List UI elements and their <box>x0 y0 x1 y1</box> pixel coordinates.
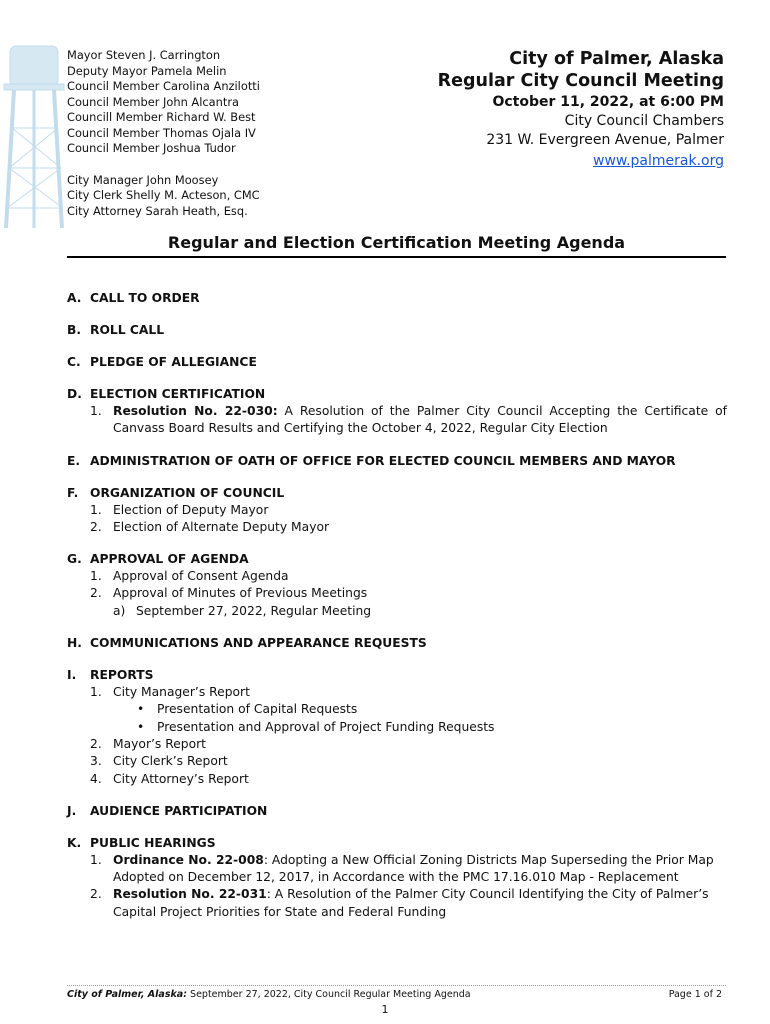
section-letter: B. <box>67 323 82 337</box>
water-tower-watermark <box>0 38 70 238</box>
section-title: CALL TO ORDER <box>90 291 200 305</box>
agenda-item <box>67 519 727 536</box>
meeting-date: October 11, 2022, at 6:00 PM <box>492 94 724 110</box>
section-letter: G. <box>67 552 82 567</box>
official-name: Council Member Joshua Tudor <box>67 141 236 155</box>
section-title: ADMINISTRATION OF OATH OF OFFICE FOR ELECTED COUNCIL MEMBERS AND MAYOR <box>90 453 676 468</box>
section-letter: C. <box>67 355 81 369</box>
item-text: City Attorney’s Report <box>113 771 249 786</box>
item-text: Election of Deputy Mayor <box>113 502 269 517</box>
meeting-address: 231 W. Evergreen Avenue, Palmer <box>486 132 724 148</box>
section-election-certification <box>67 386 727 438</box>
agenda-item <box>67 684 727 701</box>
staff-name: City Clerk Shelly M. Acteson, CMC <box>67 188 260 202</box>
item-number: 2. <box>90 736 102 751</box>
section-call-to-order <box>67 290 727 307</box>
section-title: AUDIENCE PARTICIPATION <box>90 803 268 818</box>
subitem-letter: a) <box>113 603 126 618</box>
item-number: 1. <box>90 852 102 867</box>
page-footer <box>67 989 722 1000</box>
bullet-item <box>67 719 727 736</box>
bullet-text: Presentation of Capital Requests <box>157 702 358 717</box>
website-link[interactable]: www.palmerak.org <box>593 153 724 169</box>
footer-description: September 27, 2022, City Council Regular Meeting Agenda <box>187 989 471 1000</box>
bullet-text: Presentation and Approval of Project Funding Requests <box>157 719 495 734</box>
city-title: City of Palmer, Alaska <box>509 49 724 69</box>
agenda-item <box>67 886 727 921</box>
item-number: 2. <box>90 887 102 902</box>
bullet-icon: • <box>137 719 145 734</box>
item-number: 1. <box>90 685 102 700</box>
agenda-title: Regular and Election Certification Meeting Agenda <box>67 232 726 258</box>
page-number: 1 <box>381 1003 389 1016</box>
item-text: : A Resolution of the Palmer City Council Identifying the City of Palmer’s Capital Project Priorities for State and Federal Funding <box>113 887 709 919</box>
section-letter: H. <box>67 636 82 651</box>
item-text: Election of Alternate Deputy Mayor <box>113 519 330 534</box>
item-number: 1. <box>90 404 102 418</box>
item-number: 2. <box>90 519 102 534</box>
item-text: City Clerk’s Report <box>113 754 228 769</box>
ordinance-ref: Ordinance No. 22-008 <box>113 852 264 867</box>
section-title: ROLL CALL <box>90 323 165 337</box>
item-number: 1. <box>90 569 102 584</box>
agenda-item <box>67 771 727 788</box>
footer-city: City of Palmer, Alaska: <box>67 989 188 1000</box>
agenda-item <box>67 736 727 753</box>
section-organization-of-council <box>67 485 727 537</box>
item-text: : Adopting a New Official Zoning Districts Map Superseding the Prior Map Adopted on December 12, 2017, in Accordance with the PMC 17.16.010 Map - Replacement <box>113 852 714 885</box>
staff-name: City Manager John Moosey <box>67 172 219 187</box>
section-title: PLEDGE OF ALLEGIANCE <box>90 355 257 369</box>
official-name: Mayor Steven J. Carrington <box>67 48 221 62</box>
subitem-text: September 27, 2022, Regular Meeting <box>136 603 372 618</box>
section-title: REPORTS <box>90 668 154 683</box>
section-letter: J. <box>67 803 77 818</box>
item-text: Approval of Consent Agenda <box>113 569 289 584</box>
footer-page-of: Page 1 of 2 <box>668 989 722 1000</box>
section-roll-call <box>67 322 727 339</box>
agenda-items <box>67 290 727 936</box>
footer-divider <box>67 985 726 986</box>
meeting-type: Regular City Council Meeting <box>437 71 724 91</box>
resolution-ref: Resolution No. 22-030: <box>113 404 278 418</box>
official-name: Councill Member Richard W. Best <box>67 110 256 124</box>
official-name: Council Member Carolina Anzilotti <box>67 79 260 93</box>
agenda-item <box>67 753 727 770</box>
section-oath-of-office <box>67 453 727 470</box>
official-name: Council Member Thomas Ojala IV <box>67 125 256 140</box>
section-letter: A. <box>67 291 82 305</box>
section-reports <box>67 667 727 788</box>
official-name: Deputy Mayor Pamela Melin <box>67 63 227 78</box>
official-name: Council Member John Alcantra <box>67 94 239 109</box>
resolution-ref: Resolution No. 22-031 <box>113 887 267 902</box>
item-text: Approval of Minutes of Previous Meetings <box>113 586 368 601</box>
section-title: ELECTION CERTIFICATION <box>90 387 266 401</box>
item-number: 1. <box>90 502 102 517</box>
bullet-icon: • <box>137 702 145 717</box>
section-title: ORGANIZATION OF COUNCIL <box>90 485 285 500</box>
section-title: COMMUNICATIONS AND APPEARANCE REQUESTS <box>90 636 427 651</box>
bullet-item <box>67 701 727 718</box>
section-letter: I. <box>67 668 77 683</box>
agenda-item <box>67 852 727 887</box>
section-letter: D. <box>67 387 82 401</box>
section-letter: F. <box>67 485 79 500</box>
section-audience-participation <box>67 803 727 820</box>
meeting-location: City Council Chambers <box>564 113 724 129</box>
item-text: Mayor’s Report <box>113 736 206 751</box>
section-title: APPROVAL OF AGENDA <box>90 552 249 567</box>
item-number: 4. <box>90 771 102 786</box>
agenda-item <box>67 403 727 438</box>
section-pledge <box>67 354 727 371</box>
officials-list <box>67 48 260 219</box>
section-letter: E. <box>67 453 81 468</box>
staff-name: City Attorney Sarah Heath, Esq. <box>67 203 248 218</box>
section-public-hearings <box>67 835 727 921</box>
section-letter: K. <box>67 835 82 850</box>
section-title: PUBLIC HEARINGS <box>90 835 216 850</box>
agenda-subitem <box>67 603 727 620</box>
agenda-item <box>67 502 727 519</box>
item-number: 2. <box>90 586 102 601</box>
section-communications <box>67 635 727 652</box>
section-approval-of-agenda <box>67 551 727 620</box>
item-text: City Manager’s Report <box>113 685 250 700</box>
item-text: A Resolution of the Palmer City Council Accepting the Certificate of Canvass Board Results and Certifying the October 4, 2022, Regular City Election <box>113 404 727 436</box>
meeting-header <box>438 48 724 171</box>
agenda-item <box>67 585 727 602</box>
item-number: 3. <box>90 754 102 769</box>
agenda-item <box>67 568 727 585</box>
